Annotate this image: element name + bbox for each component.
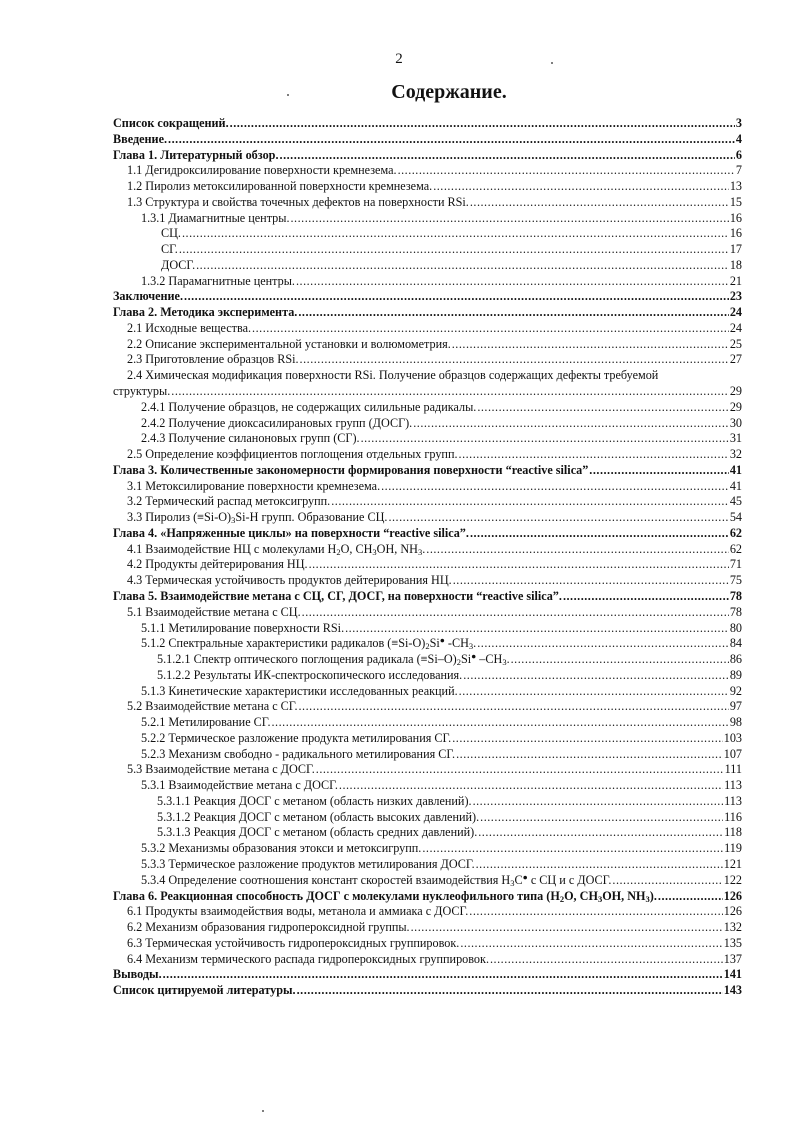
toc-page-number: 119 <box>724 841 742 856</box>
toc-entry[interactable] <box>113 321 742 337</box>
dot-leader <box>171 384 729 400</box>
toc-page-number: 78 <box>729 604 742 619</box>
dot-leader <box>433 179 729 195</box>
toc-page-number: 4 <box>735 131 742 146</box>
dot-leader <box>477 400 729 416</box>
toc-entry[interactable] <box>113 731 742 747</box>
toc-entry[interactable] <box>113 447 742 463</box>
toc-entry-title: 1.1 Дегидроксилирование поверхности кремнезема. <box>127 163 397 178</box>
toc-entry-text: 2.4 Химическая модификация поверхности RSi. Получение образцов содержащих дефекты требуемой <box>127 368 659 383</box>
dot-leader <box>345 621 729 637</box>
toc-page-number: 6 <box>735 147 742 162</box>
dot-leader <box>658 889 723 905</box>
toc-entry[interactable] <box>113 416 742 432</box>
toc-entry-title: 5.1.1 Метилирование поверхности RSi. <box>141 620 345 635</box>
toc-page-number: 25 <box>729 336 742 351</box>
toc-page-number: 80 <box>729 620 742 635</box>
dot-leader <box>298 305 728 321</box>
dot-leader <box>476 857 723 873</box>
toc-entry[interactable] <box>113 983 742 999</box>
toc-entry[interactable] <box>113 668 742 684</box>
toc-page-number: 15 <box>729 194 742 209</box>
dot-leader <box>296 274 729 290</box>
dot-leader <box>422 841 723 857</box>
toc-entry[interactable] <box>113 526 742 542</box>
toc-entry-title: 6.4 Механизм термического распада гидропероксидных группировок. <box>127 951 489 966</box>
toc-entry[interactable] <box>113 337 742 353</box>
dot-leader <box>460 936 722 952</box>
toc-entry[interactable] <box>113 747 742 763</box>
toc-page-number: 113 <box>724 778 742 793</box>
dot-leader <box>299 699 729 715</box>
toc-entry-title: 5.3.1.3 Реакция ДОСГ с метаном (область средних давлений). <box>157 825 478 840</box>
toc-entry[interactable] <box>113 762 742 778</box>
dot-leader <box>297 983 723 999</box>
toc-entry[interactable] <box>113 967 742 983</box>
toc-entry[interactable] <box>113 211 742 227</box>
toc-entry-title: Глава 6. Реакционная способность ДОСГ с молекулами нуклеофильного типа ($H_2O$, $CH_3OH$, $NH_3$). <box>113 888 657 904</box>
toc-entry[interactable] <box>113 684 742 700</box>
toc-entry[interactable] <box>113 904 742 920</box>
toc-entry-title: 4.2 Продукты дейтерирования НЦ. <box>127 557 308 572</box>
toc-entry-title: структуры. <box>113 384 171 399</box>
toc-page-number: 103 <box>723 730 742 745</box>
toc-entry[interactable] <box>113 778 742 794</box>
toc-entry[interactable] <box>113 841 742 857</box>
toc-entry[interactable] <box>113 810 742 826</box>
toc-entry-title: 2.3 Приготовление образцов RSi. <box>127 352 299 367</box>
toc-page-number: 122 <box>723 872 742 887</box>
toc-entry-title: 6.3 Термическая устойчивость гидропероксидных группировок. <box>127 935 460 950</box>
toc-entry-title: 5.2.2 Термическое разложение продукта метилирования СГ. <box>141 730 452 745</box>
toc-entry[interactable] <box>113 573 742 589</box>
toc-entry[interactable] <box>113 463 742 479</box>
toc-page-number: 118 <box>724 825 742 840</box>
dot-leader <box>453 573 729 589</box>
toc-entry[interactable] <box>113 936 742 952</box>
toc-entry[interactable] <box>113 431 742 447</box>
toc-entry[interactable] <box>113 116 742 132</box>
toc-entry[interactable] <box>113 242 742 258</box>
toc-entry-title: 2.4.3 Получение силаноновых групп (СГ). <box>141 431 360 446</box>
toc-entry-title: 5.2.3 Механизм свободно - радикального метилирования СГ. <box>141 746 456 761</box>
toc-page-number: 107 <box>723 746 742 761</box>
toc-entry[interactable] <box>113 195 742 211</box>
page-number: 2 <box>395 51 403 67</box>
toc-entry[interactable] <box>113 179 742 195</box>
dot-leader <box>196 258 729 274</box>
dot-leader <box>480 810 723 826</box>
toc-entry[interactable] <box>113 794 742 810</box>
toc-entry[interactable] <box>113 952 742 968</box>
toc-entry-title: Глава 4. «Напряженные циклы» на поверхности “reactive silica”. <box>113 525 469 540</box>
toc-entry-title: 5.3.4 Определение соотношения констант скоростей взаимодействия $H_3C^●$ с СЦ и с ДОСГ. <box>141 871 612 888</box>
dot-leader <box>411 920 723 936</box>
toc-page-number: 45 <box>729 494 742 509</box>
toc-entry[interactable] <box>113 920 742 936</box>
toc-page-number: 62 <box>729 541 742 556</box>
scan-speck <box>551 62 553 64</box>
dot-leader <box>272 715 729 731</box>
toc-page-number: 92 <box>729 683 742 698</box>
dot-leader <box>230 116 735 132</box>
dot-leader <box>300 352 729 368</box>
toc-page-number: 132 <box>723 920 742 935</box>
toc-entry-title: 5.3.2 Механизмы образования этокси и метоксигрупп. <box>141 841 422 856</box>
dot-leader <box>470 526 729 542</box>
toc-entry[interactable] <box>113 384 742 400</box>
dot-leader <box>182 226 729 242</box>
dot-leader <box>339 778 723 794</box>
dot-leader <box>473 794 724 810</box>
toc-page-number: 62 <box>729 525 742 540</box>
dot-leader <box>388 510 728 526</box>
toc-page-number: 126 <box>723 904 742 919</box>
dot-leader <box>452 731 723 747</box>
dot-leader <box>463 668 729 684</box>
toc-entry[interactable] <box>113 636 742 652</box>
toc-page-number: 21 <box>729 273 742 288</box>
dot-leader <box>168 132 735 148</box>
toc-page-number: 113 <box>724 793 742 808</box>
toc-entry[interactable] <box>113 479 742 495</box>
toc-entry-title: 5.1.2 Спектральные характеристики радикалов $(\equiv Si-O)_2Si^●$ $-CH_3$. <box>141 635 477 652</box>
toc-page-number: 18 <box>729 257 742 272</box>
toc-entry-title: 3.1 Метоксилирование поверхности кремнезема. <box>127 478 381 493</box>
toc-page-number: 143 <box>723 983 742 998</box>
dot-leader <box>563 589 729 605</box>
toc-page-number: 137 <box>723 951 742 966</box>
dot-leader <box>280 148 735 164</box>
toc-entry-title: 5.2.1 Метилирование СГ. <box>141 715 271 730</box>
dot-leader <box>477 636 729 652</box>
page-title: Содержание. <box>391 81 507 103</box>
toc-entry-title: 3.2 Термический распад метоксигрупп. <box>127 494 331 509</box>
toc-page-number: 75 <box>729 573 742 588</box>
toc-entry-title: 5.3.1.2 Реакция ДОСГ с метаном (область высоких давлений). <box>157 809 480 824</box>
toc-entry[interactable] <box>113 400 742 416</box>
toc-entry[interactable] <box>113 494 742 510</box>
toc-page-number: 41 <box>729 478 742 493</box>
dot-leader <box>413 416 729 432</box>
toc-page-number: 126 <box>723 888 742 903</box>
toc-page-number: 30 <box>729 415 742 430</box>
toc-entry-title: 2.2 Описание экспериментальной установки и волюмометрия. <box>127 336 451 351</box>
toc-page-number: 141 <box>723 967 742 982</box>
dot-leader <box>511 652 729 668</box>
toc-entry[interactable] <box>113 289 742 305</box>
dot-leader <box>426 542 729 558</box>
toc-entry-title: Глава 3. Количественные закономерности формирования поверхности “reactive silica” <box>113 462 589 477</box>
toc-entry-title: 1.3.1 Диамагнитные центры. <box>141 210 290 225</box>
toc-entry-title: СГ. <box>161 242 178 257</box>
toc-entry[interactable] <box>113 352 742 368</box>
toc-entry[interactable] <box>113 274 742 290</box>
toc-entry-title: Введение. <box>113 131 168 146</box>
toc-entry-title: 3.3 Пиролиз $(\equiv Si-O)_3Si-H$ групп. Образование СЦ. <box>127 510 388 526</box>
toc-entry[interactable] <box>113 148 742 164</box>
toc-entry-title: 1.3 Структура и свойства точечных дефектов на поверхности RSi. <box>127 194 469 209</box>
toc-page-number: 3 <box>735 116 742 130</box>
toc-page-number: 23 <box>729 289 742 304</box>
toc-page-number: 111 <box>724 762 742 777</box>
toc-entry[interactable] <box>113 652 742 668</box>
toc-page-number: 54 <box>729 510 742 525</box>
toc-entry[interactable] <box>113 132 742 148</box>
toc-page-number: 13 <box>729 179 742 194</box>
toc-entry-title: 4.1 Взаимодействие НЦ с молекулами $H_2O$, $CH_3OH$, $NH_3$. <box>127 541 426 557</box>
dot-leader <box>490 952 723 968</box>
toc-entry[interactable] <box>113 873 742 889</box>
toc-entry-title: 5.3.1 Взаимодействие метана с ДОСГ. <box>141 778 338 793</box>
toc-entry[interactable] <box>113 542 742 558</box>
dot-leader <box>456 747 723 763</box>
toc-page-number: 17 <box>729 242 742 257</box>
toc-entry-title: Глава 1. Литературный обзор. <box>113 147 279 162</box>
dot-leader <box>470 195 729 211</box>
toc-entry[interactable] <box>113 605 742 621</box>
toc-page-number: 29 <box>729 384 742 399</box>
scan-speck <box>262 1110 264 1112</box>
toc-entry[interactable] <box>113 510 742 526</box>
toc-entry[interactable] <box>113 557 742 573</box>
toc-entry-title: 5.3.1.1 Реакция ДОСГ с метаном (область низких давлений). <box>157 793 472 808</box>
toc-entry-title: Глава 2. Методика эксперимента. <box>113 305 298 320</box>
toc-page-number: 97 <box>729 699 742 714</box>
dot-leader <box>459 684 729 700</box>
toc-entry-title: 5.1.2.2 Результаты ИК-спектроскопического исследования. <box>157 667 463 682</box>
dot-leader <box>612 873 722 889</box>
toc-entry[interactable] <box>113 715 742 731</box>
toc-entry-title: Глава 5. Взаимодействие метана с СЦ, СГ, ДОСГ, на поверхности “reactive silica”. <box>113 588 562 603</box>
toc-entry-title: 2.5 Определение коэффициентов поглощения отдельных групп. <box>127 447 458 462</box>
toc-page-number: 71 <box>729 557 742 572</box>
toc-entry-title: 5.3 Взаимодействие метана с ДОСГ. <box>127 762 315 777</box>
toc-entry[interactable] <box>113 258 742 274</box>
dot-leader <box>179 242 729 258</box>
dot-leader <box>331 494 729 510</box>
dot-leader <box>459 447 729 463</box>
dot-leader <box>309 557 729 573</box>
toc-page-number: 135 <box>723 935 742 950</box>
dot-leader <box>478 825 723 841</box>
toc-page-number: 32 <box>729 447 742 462</box>
scan-speck <box>287 94 289 96</box>
toc-entry-title: Заключение. <box>113 289 184 304</box>
toc-entry[interactable] <box>113 857 742 873</box>
toc-page-number: 27 <box>729 352 742 367</box>
dot-leader <box>316 762 724 778</box>
toc-entry[interactable] <box>113 226 742 242</box>
dot-leader <box>361 431 729 447</box>
toc-entry-title: 2.1 Исходные вещества. <box>127 320 252 335</box>
toc-page-number: 84 <box>729 636 742 651</box>
toc-entry-title: 2.4.2 Получение диоксасилирановых групп (ДОСГ). <box>141 415 413 430</box>
toc-entry-title: 1.3.2 Парамагнитные центры. <box>141 273 295 288</box>
dot-leader <box>469 904 722 920</box>
toc-page-number: 98 <box>729 715 742 730</box>
toc-entry-title: СЦ. <box>161 226 181 241</box>
dot-leader <box>452 337 729 353</box>
toc-entry[interactable] <box>113 621 742 637</box>
toc-page-number: 7 <box>735 163 742 178</box>
toc-page-number: 29 <box>729 399 742 414</box>
toc-page-number: 31 <box>729 431 742 446</box>
toc-entry-title: 5.1.3 Кинетические характеристики исследованных реакций. <box>141 683 458 698</box>
toc-entry-title: Выводы. <box>113 967 162 982</box>
toc-entry-title: 5.1.2.1 Спектр оптического поглощения радикала $(\equiv Si-O)_2Si^●$ $-CH_3$. <box>157 651 510 668</box>
dot-leader <box>589 463 729 479</box>
toc-page-number: 24 <box>729 320 742 335</box>
toc-page-number: 16 <box>729 226 742 241</box>
toc-entry-title: 5.2 Взаимодействие метана с СГ. <box>127 699 298 714</box>
toc-page-number: 41 <box>729 462 742 477</box>
dot-leader <box>302 605 729 621</box>
toc-entry-title: 5.3.3 Термическое разложение продуктов метилирования ДОСГ. <box>141 856 475 871</box>
toc-page-number: 16 <box>729 210 742 225</box>
dot-leader <box>398 163 735 179</box>
toc-entry-title: 1.2 Пиролиз метоксилированной поверхности кремнезема. <box>127 179 433 194</box>
toc-page-number: 89 <box>729 667 742 682</box>
dot-leader <box>252 321 729 337</box>
dot-leader <box>291 211 729 227</box>
toc-entry-title: 5.1 Взаимодействие метана с СЦ. <box>127 604 301 619</box>
toc-page-number: 86 <box>729 652 742 667</box>
dot-leader <box>163 967 723 983</box>
toc-page-number: 116 <box>724 809 742 824</box>
toc-entry[interactable] <box>113 889 742 905</box>
toc-page-number: 121 <box>723 856 742 871</box>
toc-entry[interactable] <box>113 305 742 321</box>
toc-entry-title: Список сокращений. <box>113 116 229 130</box>
toc-entry-title: ДОСГ. <box>161 257 196 272</box>
table-of-contents <box>113 116 742 999</box>
toc-entry-title: 4.3 Термическая устойчивость продуктов дейтерирования НЦ. <box>127 573 452 588</box>
toc-entry-title: 6.1 Продукты взаимодействия воды, метанола и аммиака с ДОСГ. <box>127 904 469 919</box>
toc-page-number: 78 <box>729 588 742 603</box>
dot-leader <box>381 479 729 495</box>
toc-entry[interactable] <box>113 163 742 179</box>
toc-entry[interactable] <box>113 699 742 715</box>
toc-page-number: 24 <box>729 305 742 320</box>
toc-entry-title: 6.2 Механизм образования гидропероксидной группы. <box>127 920 410 935</box>
toc-entry[interactable] <box>113 825 742 841</box>
toc-entry[interactable] <box>113 589 742 605</box>
dot-leader <box>184 289 729 305</box>
toc-entry-title: Список цитируемой литературы. <box>113 983 296 998</box>
toc-entry-title: 2.4.1 Получение образцов, не содержащих силильные радикалы. <box>141 399 477 414</box>
